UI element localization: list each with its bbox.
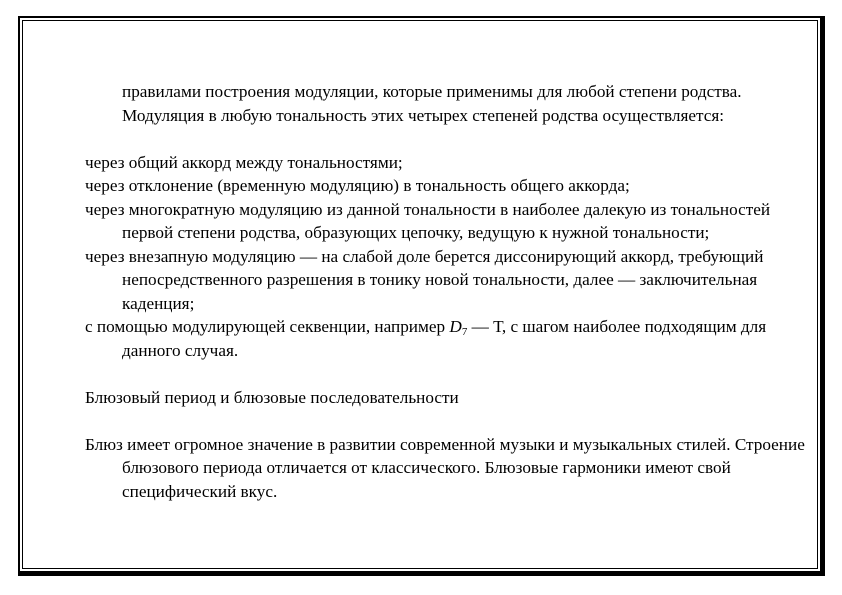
blues-paragraph: Блюз имеет огромное значение в развитии современной музыки и музыкальных стилей. Строение блюзового периода отличается от классического. Блюзовые гармоники имеют свой специфический вкус. [85, 434, 805, 501]
paragraph-gap [85, 409, 810, 433]
paragraph-gap [85, 127, 810, 151]
method-item-sudden-modulation: через внезапную модуляцию — на слабой доле берется диссонирующий аккорд, требующий непосредственного разрешения в тонику новой тональности, далее — заключительная каденция; [85, 246, 764, 313]
method-item-common-chord: через общий аккорд между тональностями; [85, 152, 403, 172]
paragraph-gap [85, 362, 810, 386]
sequence-text-after: — Т, с шагом наиболее подходящим для данного случая. [122, 317, 767, 360]
chord-subscript: 7 [461, 326, 468, 338]
chord-symbol: D [449, 317, 462, 336]
method-item-sequence [85, 315, 810, 362]
method-item-multiple-modulation: через многократную модуляцию из данной тональности в наиболее далекую из тональностей первой степени родства, образующих цепочку, ведущую к нужной тональности; [85, 199, 771, 242]
intro-paragraph: правилами построения модуляции, которые применимы для любой степени родства. Модуляция в любую тональность этих четырех степеней родства осуществляется: [122, 82, 742, 125]
document-body [85, 80, 810, 503]
sequence-text-before: с помощью модулирующей секвенции, например [85, 317, 450, 336]
method-item-deviation: через отклонение (временную модуляцию) в тональность общего аккорда; [85, 176, 630, 195]
section-heading: Блюзовый период и блюзовые последовательности [85, 387, 459, 407]
